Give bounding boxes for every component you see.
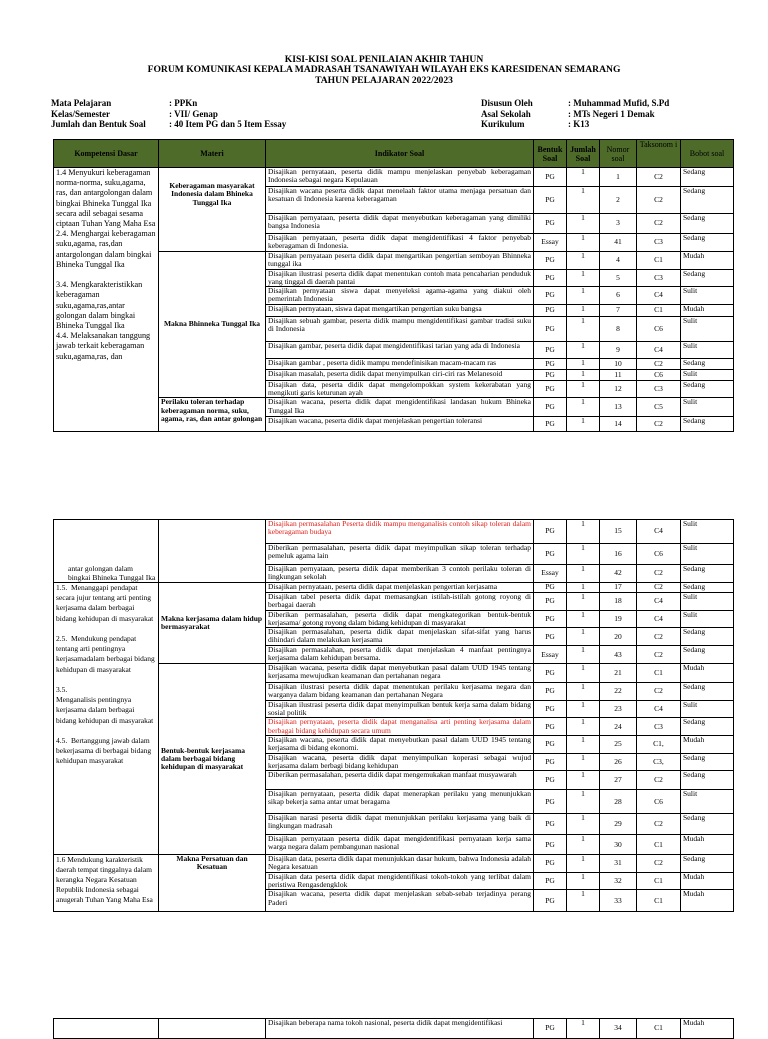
jumlah-cell: 1	[567, 544, 600, 565]
jumlah-cell: 1	[567, 735, 600, 753]
jumlah-cell: 1	[567, 287, 600, 305]
bentuk-cell: PG	[534, 583, 567, 593]
nomor-cell: 6	[600, 287, 637, 305]
indicator-cell: Diberikan permasalahan, peserta didik dapat meyimpulkan sikap toleran terhadap pemeluk agama lain	[266, 544, 534, 565]
taksonomi-cell: C4	[637, 593, 681, 611]
bentuk-cell: PG	[534, 398, 567, 417]
jumlah-cell: 1	[567, 316, 600, 341]
nomor-cell: 25	[600, 735, 637, 753]
jumlah-cell: 1	[567, 890, 600, 912]
bobot-cell: Sedang	[681, 417, 734, 432]
bobot-cell: Sedang	[681, 269, 734, 287]
jumlah-cell: 1	[567, 814, 600, 835]
bentuk-cell: PG	[534, 771, 567, 790]
bobot-cell: Sulit	[681, 700, 734, 718]
nomor-cell: 5	[600, 269, 637, 287]
meta-label: Kurikulum	[481, 119, 525, 129]
kd-cell: 1.5. Menanggapi pendapat secara jujur tentang arti penting kerjasama dalam berbagai bidang kehidupan di masyarakat 2.5. Mendukung pendapat tentang arti pentingnya kerjasamadalam berbagai bidang kehidupan di masyarakat 3.5. Menganalisis pentingnya kerjasama dalam berbagai bidang kehidupan di masyarakat 4.5. Bertanggung jawab dalam bekerjasama di berbagai bidang kehidupan masyarakat	[54, 583, 159, 855]
col-nomor: Nomor soal	[600, 140, 637, 168]
taksonomi-cell: C4	[637, 287, 681, 305]
taksonomi-cell: C2	[637, 214, 681, 234]
indicator-cell: Disajikan wacana, peserta didik dapat menyebutkan pasal dalam UUD 1945 tentang kerjasama di bidang ekonomi.	[266, 735, 534, 753]
taksonomi-cell: C1	[637, 1019, 681, 1039]
taksonomi-cell: C1	[637, 872, 681, 890]
nomor-cell: 11	[600, 369, 637, 380]
indicator-cell: Disajikan wacana peserta didik dapat menelaah faktor utama menjaga persatuan dan kesatuan di Indonesia karena keberagaman	[266, 187, 534, 214]
meta-value: : Muhammad Mufid, S.Pd	[568, 98, 670, 108]
doc-subtitle: FORUM KOMUNIKASI KEPALA MADRASAH TSANAWIYAH WILAYAH EKS KARESIDENAN SEMARANG	[147, 64, 621, 75]
jumlah-cell: 1	[567, 872, 600, 890]
materi-cell	[159, 1019, 266, 1039]
bentuk-cell: PG	[534, 341, 567, 358]
taksonomi-cell: C2	[637, 646, 681, 664]
indicator-cell: Disajikan data peserta didik dapat mengidentifikasi tokoh-tokoh yang terlibat dalam peristiwa Rengasdengklok	[266, 872, 534, 890]
table-row	[54, 855, 734, 873]
nomor-cell: 23	[600, 700, 637, 718]
bobot-cell: Sedang	[681, 771, 734, 790]
indicator-cell: Disajikan sebuah gambar, peserta didik mampu mengidentifikasi gambar tradisi suku di Indonesia	[266, 316, 534, 341]
indicator-cell: Disajikan data, peserta didik dapat menunjukkan dasar hukum, bahwa Indonesia adalah Negara kesatuan	[266, 855, 534, 873]
nomor-cell: 3	[600, 214, 637, 234]
taksonomi-cell: C4	[637, 610, 681, 628]
nomor-cell: 8	[600, 316, 637, 341]
nomor-cell: 42	[600, 565, 637, 583]
taksonomi-cell: C2	[637, 417, 681, 432]
indicator-cell: Disajikan pernyataan, peserta didik dapat menjelaskan pengertian kerjasama	[266, 583, 534, 593]
doc-title: KISI-KISI SOAL PENILAIAN AKHIR TAHUN	[284, 54, 484, 65]
nomor-cell: 10	[600, 358, 637, 369]
jumlah-cell: 1	[567, 583, 600, 593]
kd-cell: 1.6 Mendukung karakteristik daerah tempat tinggalnya dalam kerangka Negara Kesatuan Republik Indonesia sebagai anugerah Tuhan Yang Maha Esa	[54, 855, 159, 912]
jumlah-cell: 1	[567, 214, 600, 234]
taksonomi-cell: C3,	[637, 753, 681, 771]
meta-value: : K13	[568, 119, 590, 129]
taksonomi-cell: C2	[637, 168, 681, 187]
jumlah-cell: 1	[567, 369, 600, 380]
bobot-cell: Sulit	[681, 341, 734, 358]
jumlah-cell: 1	[567, 304, 600, 316]
nomor-cell: 7	[600, 304, 637, 316]
nomor-cell: 13	[600, 398, 637, 417]
bobot-cell: Sulit	[681, 544, 734, 565]
bentuk-cell: PG	[534, 168, 567, 187]
jumlah-cell: 1	[567, 646, 600, 664]
bentuk-cell: PG	[534, 251, 567, 269]
jumlah-cell: 1	[567, 187, 600, 214]
nomor-cell: 30	[600, 835, 637, 855]
nomor-cell: 19	[600, 610, 637, 628]
col-bentuk: Bentuk Soal	[534, 140, 567, 168]
meta-value: : PPKn	[169, 98, 198, 108]
jumlah-cell: 1	[567, 1019, 600, 1039]
taksonomi-cell: C3	[637, 380, 681, 398]
taksonomi-cell: C3	[637, 234, 681, 252]
bentuk-cell: PG	[534, 890, 567, 912]
bobot-cell: Sedang	[681, 358, 734, 369]
indicator-cell: Disajikan pernyataan peserta didik dapat mengidentifikasi pernyataan kerja sama warga negara dalam pembangunan nasional	[266, 835, 534, 855]
nomor-cell: 2	[600, 187, 637, 214]
indicator-cell: Disajikan gambar, peserta didik dapat mengidentifikasi tarian yang ada di Indonesia	[266, 341, 534, 358]
indicator-cell: Disajikan permasalahan, peserta didik dapat menjelaskan 4 manfaat pentingnya kerjasama dalam kehidupan bersama.	[266, 646, 534, 664]
materi-cell: Bentuk-bentuk kerjasama dalam berbagai bidang kehidupan di masyarakat	[159, 664, 266, 855]
indicator-cell: Disajikan masalah, peserta didik dapat menyimpulkan ciri-ciri ras Melanesoid	[266, 369, 534, 380]
table-row	[54, 520, 734, 544]
indicator-cell: Disajikan pernyataan siswa dapat menyeleksi agama-agama yang diakui oleh pemerintah Indonesia	[266, 287, 534, 305]
bobot-cell: Sedang	[681, 583, 734, 593]
indicator-cell: Disajikan wacana, peserta didik dapat menjelaskan sebab-sebab terjadinya perang Paderi	[266, 890, 534, 912]
meta-label: Asal Sekolah	[481, 108, 531, 119]
bentuk-cell: PG	[534, 835, 567, 855]
table-row	[54, 583, 734, 593]
bobot-cell: Mudah	[681, 872, 734, 890]
nomor-cell: 1	[600, 168, 637, 187]
bentuk-cell: PG	[534, 1019, 567, 1039]
indicator-cell: Disajikan wacana, peserta didik dapat menyimpulkan koperasi sebagai wujud kerjasama dalam berbagi bidang kehidupan	[266, 753, 534, 771]
bobot-cell: Sedang	[681, 628, 734, 646]
jumlah-cell: 1	[567, 168, 600, 187]
indicator-cell: Disajikan pernyataan, peserta didik dapat mengidentifikasi 4 faktor penyebab keberagaman di Indonesia.	[266, 234, 534, 252]
bentuk-cell: PG	[534, 790, 567, 814]
bentuk-cell: PG	[534, 753, 567, 771]
indicator-cell: Disajikan pernyataan peserta didik dapat mengartikan pengertian semboyan Bhinneka tunggal ika	[266, 251, 534, 269]
indicator-cell: Disajikan pernyataan, peserta didik dapat menganalisa arti penting kerjasama dalam berbagai bidang kehidupan secara umum	[266, 718, 534, 736]
meta-value: : MTs Negeri 1 Demak	[568, 108, 655, 119]
taksonomi-cell: C2	[637, 814, 681, 835]
materi-cell	[159, 520, 266, 583]
materi-cell: Makna Bhinneka Tunggal Ika	[159, 251, 266, 398]
meta-value: : 40 Item PG dan 5 Item Essay	[169, 119, 287, 129]
taksonomi-cell: C1	[637, 304, 681, 316]
bentuk-cell: PG	[534, 718, 567, 736]
nomor-cell: 18	[600, 593, 637, 611]
jumlah-cell: 1	[567, 234, 600, 252]
nomor-cell: 31	[600, 855, 637, 873]
indicator-cell: Disajikan gambar , peserta didik mampu mendefinisikan macam-macam ras	[266, 358, 534, 369]
bobot-cell: Mudah	[681, 251, 734, 269]
bobot-cell: Sulit	[681, 316, 734, 341]
indicator-cell: Disajikan pernyataan, peserta didik dapat menerapkan perilaku yang menunjukkan sikap bekerja sama antar umat beragama	[266, 790, 534, 814]
kisi-table-page1	[53, 139, 734, 432]
kisi-table-page2	[53, 519, 734, 912]
jumlah-cell: 1	[567, 855, 600, 873]
taksonomi-cell: C2	[637, 358, 681, 369]
bobot-cell: Mudah	[681, 835, 734, 855]
indicator-cell: Disajikan pernyataan, peserta didik dapat menyebutkan keberagaman yang dimiliki bangsa Indonesia	[266, 214, 534, 234]
indicator-cell: Disajikan permasalahan Peserta didik mampu menganalisis contoh sikap toleran dalam keberagaman budaya	[266, 520, 534, 544]
meta-left	[51, 98, 286, 130]
bobot-cell: Sedang	[681, 753, 734, 771]
kd-cell: 1.4 Menyukuri keberagaman norma-norma, suku,agama, ras, dan antargolongan dalam bingkai Bhineka Tunggal Ika secara adil sebagai sesama ciptaan Tuhan Yang Maha Esa 2.4. Menghargai keberagaman suku,agama, ras,dan antargolongan dalam bingkai Bhineka Tunggal Ika 3.4. Mengkarakteristikkan keberagaman suku,agama,ras,antar golongan dalam bingkai Bhineka Tunggal Ika 4.4. Melaksanakan tanggung jawab terkait keberagaman suku,agama,ras, dan	[54, 168, 159, 432]
meta-label: Disusun Oleh	[481, 98, 533, 108]
bentuk-cell: PG	[534, 544, 567, 565]
meta-value: : VII/ Genap	[169, 108, 218, 119]
bentuk-cell: PG	[534, 269, 567, 287]
kd-cell: antar golongan dalam bingkai Bhineka Tunggal Ika	[54, 520, 159, 583]
taksonomi-cell: C6	[637, 369, 681, 380]
bobot-cell: Sedang	[681, 187, 734, 214]
indicator-cell: Disajikan data, peserta didik dapat mengelompokkan system kekerabatan yang mengikuti garis keturunan ayah	[266, 380, 534, 398]
taksonomi-cell: C1	[637, 890, 681, 912]
bobot-cell: Sedang	[681, 234, 734, 252]
materi-cell: Perilaku toleran terhadap keberagaman norma, suku, agama, ras, dan antar golongan	[159, 398, 266, 432]
taksonomi-cell: C1,	[637, 735, 681, 753]
bobot-cell: Sulit	[681, 593, 734, 611]
bentuk-cell: PG	[534, 520, 567, 544]
jumlah-cell: 1	[567, 718, 600, 736]
bobot-cell: Mudah	[681, 890, 734, 912]
nomor-cell: 4	[600, 251, 637, 269]
meta-label: Jumlah dan Bentuk Soal	[51, 119, 146, 129]
bentuk-cell: PG	[534, 872, 567, 890]
nomor-cell: 33	[600, 890, 637, 912]
taksonomi-cell: C5	[637, 398, 681, 417]
bobot-cell: Sedang	[681, 214, 734, 234]
bentuk-cell: PG	[534, 628, 567, 646]
bobot-cell: Sedang	[681, 380, 734, 398]
jumlah-cell: 1	[567, 610, 600, 628]
bentuk-cell: PG	[534, 316, 567, 341]
nomor-cell: 17	[600, 583, 637, 593]
taksonomi-cell: C4	[637, 520, 681, 544]
bentuk-cell: PG	[534, 664, 567, 683]
indicator-cell: Disajikan pernyataan, siswa dapat mengartikan pengertian suku bangsa	[266, 304, 534, 316]
jumlah-cell: 1	[567, 341, 600, 358]
taksonomi-cell: C2	[637, 187, 681, 214]
nomor-cell: 14	[600, 417, 637, 432]
bobot-cell: Sulit	[681, 369, 734, 380]
bentuk-cell: Essay	[534, 565, 567, 583]
bobot-cell: Mudah	[681, 1019, 734, 1039]
bentuk-cell: PG	[534, 417, 567, 432]
nomor-cell: 15	[600, 520, 637, 544]
indicator-cell: Disajikan beberapa nama tokoh nasional, peserta didik dapat mengidentifikasi	[266, 1019, 534, 1039]
taksonomi-cell: C6	[637, 544, 681, 565]
jumlah-cell: 1	[567, 790, 600, 814]
taksonomi-cell: C1	[637, 251, 681, 269]
col-materi: Materi	[159, 140, 266, 168]
bentuk-cell: PG	[534, 610, 567, 628]
taksonomi-cell: C3	[637, 718, 681, 736]
taksonomi-cell: C3	[637, 269, 681, 287]
nomor-cell: 26	[600, 753, 637, 771]
col-jumlah: Jumlah Soal	[567, 140, 600, 168]
bentuk-cell: PG	[534, 214, 567, 234]
table-row	[54, 168, 734, 187]
doc-year: TAHUN PELAJARAN 2022/2023	[315, 75, 453, 86]
jumlah-cell: 1	[567, 398, 600, 417]
bentuk-cell: PG	[534, 855, 567, 873]
nomor-cell: 16	[600, 544, 637, 565]
nomor-cell: 41	[600, 234, 637, 252]
bobot-cell: Sedang	[681, 646, 734, 664]
indicator-cell: Disajikan ilustrasi peserta didik dapat menyimpulkan bentuk kerja sama dalam bidang sosial politik	[266, 700, 534, 718]
indicator-cell: Disajikan permasalahan, peserta didik dapat menjelaskan sifat-sifat yang harus dihindari dalam melakukan kerjasama	[266, 628, 534, 646]
materi-cell: Makna Persatuan dan Kesatuan	[159, 855, 266, 912]
bentuk-cell: PG	[534, 700, 567, 718]
col-indikator: Indikator Soal	[266, 140, 534, 168]
bentuk-cell: PG	[534, 304, 567, 316]
taksonomi-cell: C6	[637, 790, 681, 814]
indicator-cell: Disajikan pernyataan, peserta didik mampu menjelaskan penyebab keberagaman Indonesia sebagai negara Kepulauan	[266, 168, 534, 187]
bentuk-cell: PG	[534, 593, 567, 611]
meta-right	[481, 98, 669, 130]
bentuk-cell: PG	[534, 735, 567, 753]
jumlah-cell: 1	[567, 251, 600, 269]
nomor-cell: 28	[600, 790, 637, 814]
nomor-cell: 12	[600, 380, 637, 398]
bentuk-cell: PG	[534, 683, 567, 701]
indicator-cell: Disajikan wacana, peserta didik dapat menyebutkan pasal dalam UUD 1945 tentang kerjasama mewujudkan keamanan dan pertahanan negara	[266, 664, 534, 683]
bentuk-cell: PG	[534, 380, 567, 398]
jumlah-cell: 1	[567, 565, 600, 583]
indicator-cell: Diberikan permasalahan, peserta didik dapat mengemukakan manfaat musyawarah	[266, 771, 534, 790]
indicator-cell: Disajikan pernyataan, peserta didik dapat memberikan 3 contoh perilaku toleran di lingkungan sekolah	[266, 565, 534, 583]
jumlah-cell: 1	[567, 380, 600, 398]
jumlah-cell: 1	[567, 664, 600, 683]
bentuk-cell: PG	[534, 287, 567, 305]
meta-label: Kelas/Semester	[51, 108, 110, 119]
bentuk-cell: PG	[534, 358, 567, 369]
taksonomi-cell: C2	[637, 771, 681, 790]
taksonomi-cell: C1	[637, 835, 681, 855]
bobot-cell: Sedang	[681, 814, 734, 835]
nomor-cell: 27	[600, 771, 637, 790]
col-taksonomi: Taksonom i	[637, 140, 681, 168]
taksonomi-cell: C6	[637, 316, 681, 341]
jumlah-cell: 1	[567, 771, 600, 790]
bobot-cell: Mudah	[681, 304, 734, 316]
bobot-cell: Sedang	[681, 565, 734, 583]
bobot-cell: Sedang	[681, 718, 734, 736]
taksonomi-cell: C2	[637, 855, 681, 873]
indicator-cell: Disajikan tabel peserta didik dapat memasangkan istilah-istilah gotong royong di berbagai daerah	[266, 593, 534, 611]
nomor-cell: 22	[600, 683, 637, 701]
materi-cell: Keberagaman masyarakat Indonesia dalam Bhineka Tunggal Ika	[159, 168, 266, 252]
jumlah-cell: 1	[567, 835, 600, 855]
bobot-cell: Sedang	[681, 855, 734, 873]
bobot-cell: Sedang	[681, 683, 734, 701]
indicator-cell: Disajikan wacana, peserta didik dapat menjelaskan pengertian toleransi	[266, 417, 534, 432]
bentuk-cell: PG	[534, 369, 567, 380]
taksonomi-cell: C4	[637, 700, 681, 718]
bobot-cell: Sulit	[681, 520, 734, 544]
kd-cell	[54, 1019, 159, 1039]
bobot-cell: Sedang	[681, 168, 734, 187]
taksonomi-cell: C2	[637, 628, 681, 646]
nomor-cell: 43	[600, 646, 637, 664]
jumlah-cell: 1	[567, 269, 600, 287]
indicator-cell: Disajikan wacana, peserta didik dapat mengidentifikasi landasan hukum Bhineka Tunggal Ika	[266, 398, 534, 417]
jumlah-cell: 1	[567, 520, 600, 544]
taksonomi-cell: C1	[637, 664, 681, 683]
indicator-cell: Disajikan ilustrasi peserta didik dapat menentukan perilaku kerjasama negara dan warganya dalam bidang keamanan dan pertahanan Negara	[266, 683, 534, 701]
bobot-cell: Mudah	[681, 735, 734, 753]
table-row	[54, 1019, 734, 1039]
jumlah-cell: 1	[567, 628, 600, 646]
jumlah-cell: 1	[567, 700, 600, 718]
indicator-cell: Disajikan narasi peserta didik dapat menunjukkan perilaku kerjasama yang baik di lingkungan madrasah	[266, 814, 534, 835]
col-kd: Kompetensi Dasar	[54, 140, 159, 168]
taksonomi-cell: C2	[637, 583, 681, 593]
col-bobot: Bobot soal	[681, 140, 734, 168]
bobot-cell: Sulit	[681, 610, 734, 628]
jumlah-cell: 1	[567, 593, 600, 611]
bentuk-cell: Essay	[534, 234, 567, 252]
nomor-cell: 29	[600, 814, 637, 835]
nomor-cell: 34	[600, 1019, 637, 1039]
bentuk-cell: PG	[534, 814, 567, 835]
taksonomi-cell: C2	[637, 683, 681, 701]
table-header-row	[54, 140, 734, 168]
nomor-cell: 20	[600, 628, 637, 646]
bobot-cell: Mudah	[681, 664, 734, 683]
taksonomi-cell: C4	[637, 341, 681, 358]
meta-label: Mata Pelajaran	[51, 98, 112, 108]
jumlah-cell: 1	[567, 417, 600, 432]
bentuk-cell: Essay	[534, 646, 567, 664]
indicator-cell: Diberikan permasalahan, peserta didik dapat mengkategorikan bentuk-bentuk kerjasama/ gotong royong dalam bidang kehidupan di masyarakat	[266, 610, 534, 628]
nomor-cell: 9	[600, 341, 637, 358]
nomor-cell: 24	[600, 718, 637, 736]
indicator-cell: Disajikan ilustrasi peserta didik dapat menentukan contoh mata pencaharian penduduk yang tinggal di daerah pantai	[266, 269, 534, 287]
nomor-cell: 21	[600, 664, 637, 683]
jumlah-cell: 1	[567, 358, 600, 369]
kisi-table-page3	[53, 1018, 734, 1039]
taksonomi-cell: C2	[637, 565, 681, 583]
jumlah-cell: 1	[567, 683, 600, 701]
nomor-cell: 32	[600, 872, 637, 890]
bobot-cell: Sulit	[681, 398, 734, 417]
jumlah-cell: 1	[567, 753, 600, 771]
bobot-cell: Sulit	[681, 287, 734, 305]
bobot-cell: Sulit	[681, 790, 734, 814]
bentuk-cell: PG	[534, 187, 567, 214]
materi-cell: Makna kerjasama dalam hidup bermasyarakat	[159, 583, 266, 664]
